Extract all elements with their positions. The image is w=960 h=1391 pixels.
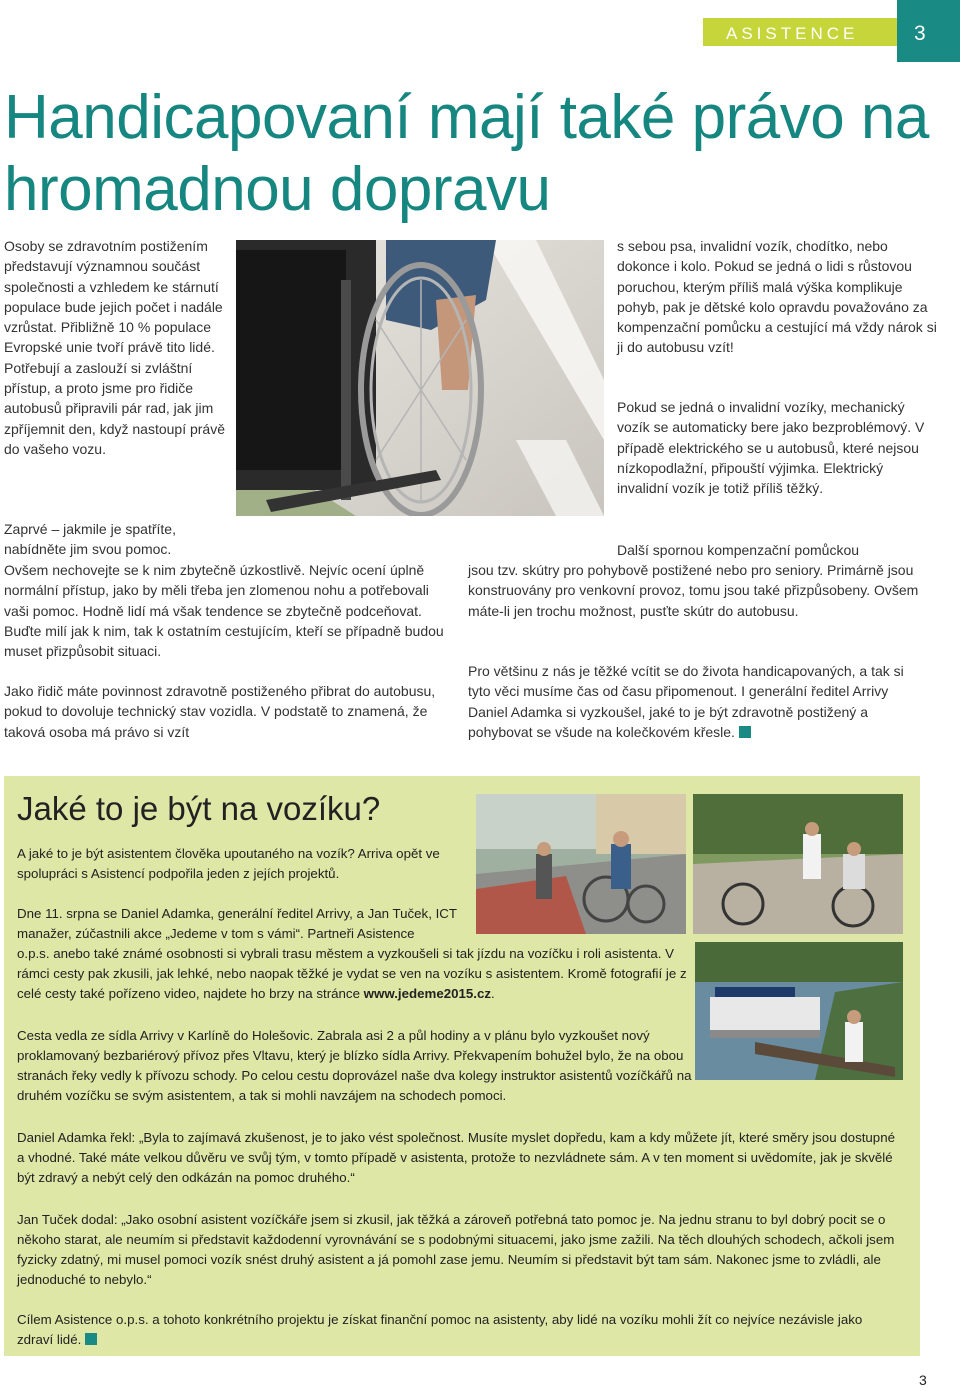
box-intro-text: A jaké to je být asistentem člověka upoutaného na vozík? Arriva opět ve spolupráci s Asistencí podpořila jeden z jejích projektů. [17, 846, 440, 881]
page-number: 3 [919, 1372, 927, 1388]
website-link[interactable]: www.jedeme2015.cz [363, 986, 492, 1001]
wheelchair-photo [236, 240, 604, 516]
intro-paragraph: Osoby se zdravotním postižením představují významnou součást společnosti a vzhledem ke stárnutí populace bude jejich počet i nadále vzrůstat. Přibližně 10 % populace Evropské unie tvoří právě tito lidé. Potřebují a zaslouží si zvláštní přístup, a proto jsme pro řidiče autobusů připravili pár rad, jak jim zpříjemnit den, když nastoupí právě do vašeho vozu. [4, 238, 226, 457]
right-column [617, 236, 937, 358]
main-column-2 [4, 681, 454, 742]
page-tab [897, 0, 960, 62]
main-paragraph-1: Ovšem nechovejte se k nim zbytečně úzkostlivě. Nejvíc ocení úplně normální přístup, jako by měli třeba jen zlomenou nohu a potřebovali vaši pomoc. Hodně lidí má však tendence se zbytečně podceňovat. Buďte milí jak k nim, tak k ostatním cestujícím, kteří se případně budou muset přizpůsobit situaci. [4, 562, 444, 660]
park-photo [693, 794, 903, 934]
wheelchair-photo-illustration [236, 240, 604, 516]
box-paragraph-1 [17, 904, 477, 944]
intro-column-2 [4, 519, 234, 560]
main-paragraph-2: Jako řidič máte povinnost zdravotně postiženého přibrat do autobusu, pokud to dovoluje technický stav vozidla. V podstatě to znamená, že taková osoba má právo si vzít [4, 683, 436, 740]
end-mark [85, 1333, 97, 1345]
box-paragraph-1b-text [17, 944, 687, 1004]
right-paragraph-3b: jsou tzv. skútry pro pohybově postižené nebo pro seniory. Primárně jsou konstruovány pro venkovní provoz, tomu jsou také přizpůsobeny. Ovšem máte-li jen trochu možnost, pusťte skútr do autobusu. [468, 562, 919, 619]
box-paragraph-5-body: Cílem Asistence o.p.s. a tohoto konkrétního projektu je získat finanční pomoc na asistenty, aby lidé na vozíku mohli žít co nejvíce nezávisle jako zdraví lidé. [17, 1312, 863, 1347]
right-paragraph-2: Pokud se jedná o invalidní vozíky, mechanický vozík se automaticky bere jako bezproblémový. V případě elektrického se u autobusů, které nejsou nízkopodlažní, připouští výjimka. Elektrický invalidní vozík je totiž příliš těžký. [617, 399, 925, 497]
park-photo-illustration [693, 794, 903, 934]
street-photo-illustration [476, 794, 686, 934]
box-paragraph-2-text: Cesta vedla ze sídla Arrivy v Karlíně do Holešovic. Zabrala asi 2 a půl hodiny a v plánu bylo vyzkoušet nový proklamovaný bezbariérový přívoz přes Vltavu, který je blízko sídla Arrivy. Překvapením bohužel bylo, že na obou stranách řeky vedly k přívozu schody. Po celou cestu doprovázel naše dva kolegy instruktor asistentů vozíčkářů na druhém vozíčku se svým asistentem, a tak si mohli navzájem na schodech pomoci. [17, 1028, 692, 1103]
page-tab-number: 3 [914, 22, 926, 45]
ferry-photo [695, 942, 903, 1080]
box-paragraph-5-text [17, 1310, 897, 1350]
box-paragraph-5 [17, 1310, 897, 1350]
end-mark [739, 726, 751, 738]
intro-paragraph-2: Zaprvé – jakmile je spatříte, nabídněte jim svou pomoc. [4, 521, 176, 558]
intro-column [4, 236, 234, 459]
headline: Handicapovaní mají také právo na hromadnou dopravu [4, 83, 929, 224]
main-column [4, 560, 454, 661]
right-paragraph-1: s sebou psa, invalidní vozík, chodítko, nebo dokonce i kolo. Pokud se jedná o lidi s růstovou poruchou, kterým příliš malá výška komplikuje pohyb, pak je dětské kolo opravdu považováno za kompenzační pomůcku a cestující má vždy nárok si ji do autobusu vzít! [617, 238, 937, 356]
box-intro [17, 844, 467, 884]
ferry-photo-illustration [695, 942, 903, 1080]
right-paragraph-4-text: Pro většinu z nás je těžké vcítit se do života handicapovaných, a tak si tyto věci musíme čas od času připomenout. I generální ředitel Arrivy Daniel Adamka si vyzkoušel, jaké to je být zdravotně postižený a pohybovat se všude na kolečkovém křesle. [468, 663, 904, 740]
street-photo [476, 794, 686, 934]
box-paragraph-4-text: Jan Tuček dodal: „Jako osobní asistent vozíčkáře jsem si zkusil, jak těžká a zároveň potřebná tato pomoc je. Na jednu stranu to byl dobrý pocit se o někoho starat, ale neumím si představit každodenní vyrovnávání se s podobnými situacemi, jako jsme zažili. Na těch dlouhých schodech, ačkoli jsem fyzicky zdatný, mi musel pomoci vozík snést druhý asistent a já pomohl zase jemu. Neumím si představit být tam sám. Nakonec jsme to zvládli, ale jednoduché to nebylo.“ [17, 1212, 895, 1287]
box-paragraph-2 [17, 1026, 697, 1106]
box-paragraph-1b [17, 944, 687, 1004]
box-paragraph-3 [17, 1128, 897, 1188]
box-title: Jaké to je být na vozíku? [17, 790, 381, 827]
right-column-4 [468, 560, 928, 621]
box-paragraph-1a: Dne 11. srpna se Daniel Adamka, generální ředitel Arrivy, a Jan Tuček, ICT manažer, zúčastnili akce „Jedeme v tom s vámi“. Partneři Asistence [17, 906, 457, 941]
box-paragraph-4 [17, 1210, 907, 1290]
right-column-3 [617, 540, 937, 560]
box-paragraph-3-text: Daniel Adamka řekl: „Byla to zajímavá zkušenost, je to jako vést společnost. Musíte myslet dopředu, kam a kdy můžete jít, které směry jsou dostupné a vhodné. Také máte velkou důvěru ve svůj tým, v tomto případě v asistenta, protože to nezvládnete sám. A v ten moment si uvědomíte, jak je skvělé být zdravý a nebýt celý den odkázán na pomoc druhého.“ [17, 1130, 895, 1185]
right-paragraph-3a: Další spornou kompenzační pomůckou [617, 542, 860, 558]
right-column-2 [617, 397, 937, 498]
right-column-5 [468, 661, 928, 742]
right-paragraph-4 [468, 661, 928, 742]
box-paragraph-1b-body: o.p.s. anebo také známé osobnosti si vybrali trasu městem a vyzkoušeli si tak jízdu na vozíčku i roli asistenta. V rámci cesty pak zkusili, jak lehké, nebo naopak těžké je vydat se ven na vozíku s asistentem. Kromě fotografií je z celé cesty také pořízeno video, najdete ho brzy na stránce [17, 946, 687, 1001]
box-paragraph-1-end: . [491, 986, 495, 1001]
section-label: ASISTENCE [726, 24, 859, 43]
